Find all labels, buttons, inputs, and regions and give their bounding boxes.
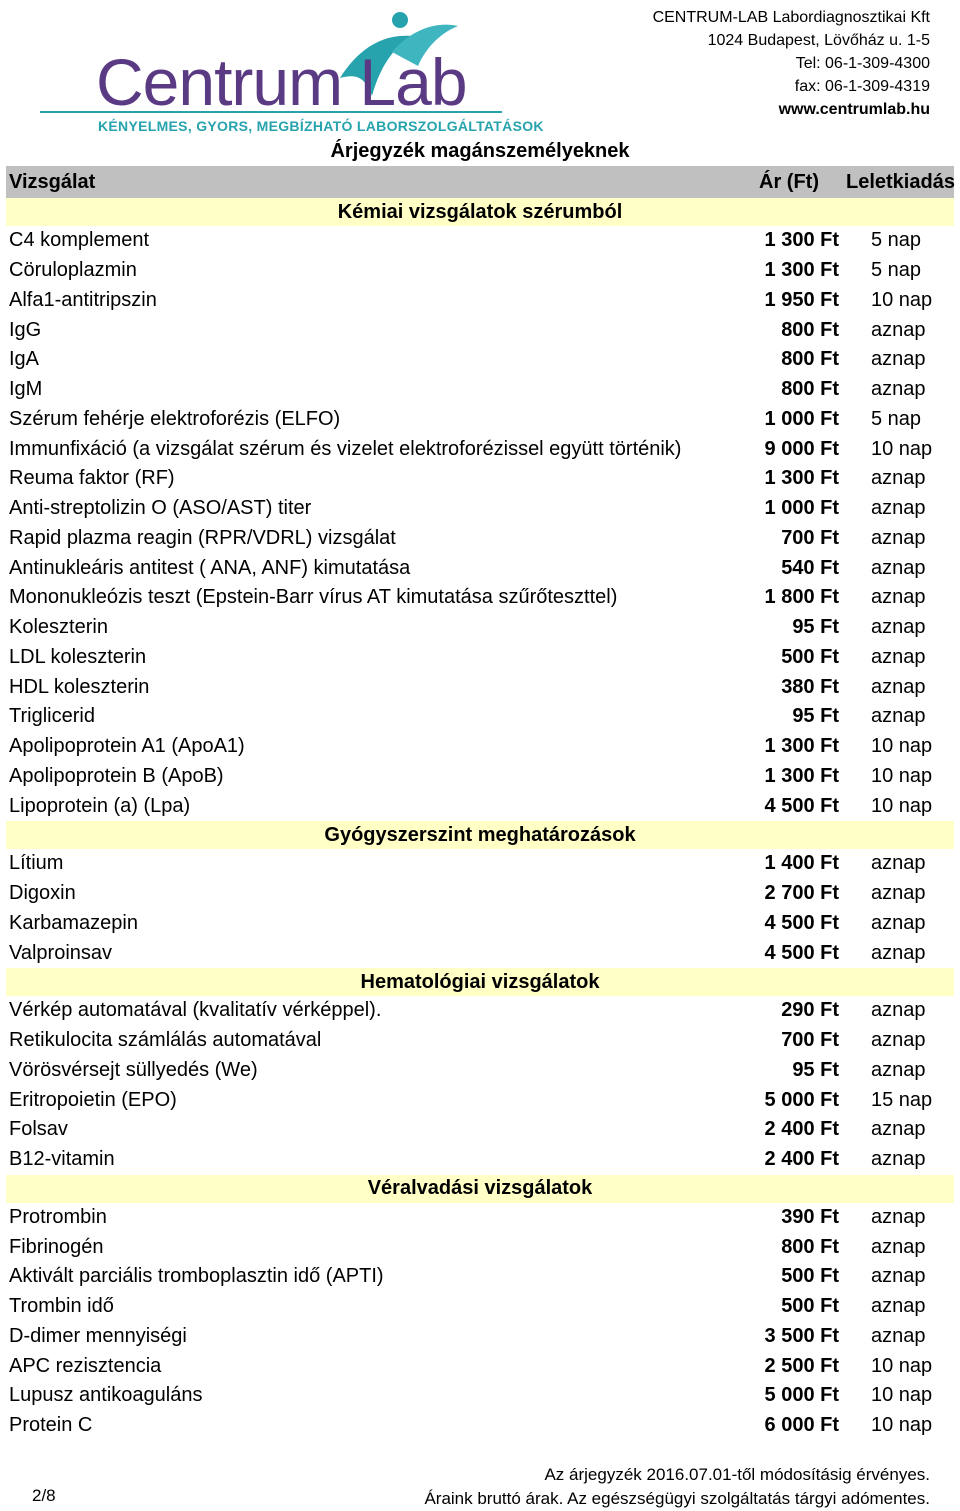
test-price: 5 000 Ft — [764, 1384, 839, 1407]
test-price: 3 500 Ft — [764, 1324, 839, 1347]
test-name: Lupusz antikoaguláns — [9, 1384, 203, 1407]
table-row — [6, 286, 954, 316]
test-name: Alfa1-antitripszin — [9, 288, 157, 311]
test-turnaround: aznap — [871, 675, 926, 698]
test-name: HDL koleszterin — [9, 675, 150, 698]
test-price: 1 400 Ft — [764, 852, 839, 875]
test-price: 2 700 Ft — [764, 882, 839, 905]
test-price: 800 Ft — [781, 1235, 839, 1258]
test-name: Aktivált parciális tromboplasztin idő (APTI) — [9, 1265, 384, 1288]
test-name: Mononukleózis teszt (Epstein-Barr vírus AT kimutatása szűrőteszttel) — [9, 586, 618, 609]
test-name: Vörösvérsejt süllyedés (We) — [9, 1058, 258, 1081]
test-name: Protrombin — [9, 1205, 107, 1228]
page-number: 2/8 — [32, 1486, 56, 1505]
test-turnaround: 10 nap — [871, 288, 933, 311]
section-header: Kémiai vizsgálatok szérumból — [6, 198, 954, 226]
test-name: D-dimer mennyiségi — [9, 1324, 187, 1347]
test-price: 5 000 Ft — [764, 1088, 839, 1111]
test-name: Lítium — [9, 852, 64, 875]
table-row — [6, 1411, 954, 1441]
test-name: IgM — [9, 378, 43, 401]
test-price: 1 800 Ft — [764, 586, 839, 609]
test-name: Immunfixáció (a vizsgálat szérum és vizelet elektroforézissel együtt történik) — [9, 437, 682, 460]
table-row — [6, 375, 954, 405]
page-title: Árjegyzék magánszemélyeknek — [330, 140, 630, 162]
test-turnaround: 10 nap — [871, 794, 933, 817]
logo-tagline: KÉNYELMES, GYORS, MEGBÍZHATÓ LABORSZOLGÁLTATÁSOK — [98, 118, 544, 134]
test-price: 4 500 Ft — [764, 911, 839, 934]
test-price: 800 Ft — [781, 378, 839, 401]
test-name: Fibrinogén — [9, 1235, 104, 1258]
table-row — [6, 524, 954, 554]
test-turnaround: aznap — [871, 556, 926, 579]
table-row — [6, 226, 954, 256]
test-price: 1 300 Ft — [764, 467, 839, 490]
table-row — [6, 1085, 954, 1115]
test-price: 4 500 Ft — [764, 794, 839, 817]
test-price: 800 Ft — [781, 348, 839, 371]
test-turnaround: aznap — [871, 497, 926, 520]
header-name: Vizsgálat — [9, 170, 96, 193]
test-turnaround: 10 nap — [871, 735, 933, 758]
test-turnaround: aznap — [871, 911, 926, 934]
company-name: CENTRUM-LAB Labordiagnosztikai Kft — [652, 9, 930, 26]
test-name: Folsav — [9, 1118, 68, 1141]
test-price: 540 Ft — [781, 556, 839, 579]
table-row — [6, 405, 954, 435]
test-price: 1 000 Ft — [764, 497, 839, 520]
test-turnaround: aznap — [871, 1235, 926, 1258]
test-turnaround: 10 nap — [871, 1354, 933, 1377]
test-name: Antinukleáris antitest ( ANA, ANF) kimutatása — [9, 556, 411, 579]
test-turnaround: aznap — [871, 1324, 926, 1347]
test-name: Trombin idő — [9, 1295, 114, 1318]
table-row — [6, 1203, 954, 1233]
table-row — [6, 553, 954, 583]
test-price: 500 Ft — [781, 645, 839, 668]
footer-notes — [424, 1463, 930, 1511]
header-turnaround: Leletkiadás — [846, 170, 955, 193]
test-name: IgG — [9, 318, 42, 341]
table-row — [6, 1262, 954, 1292]
test-name: Koleszterin — [9, 616, 108, 639]
test-turnaround: aznap — [871, 1058, 926, 1081]
table-row — [6, 996, 954, 1026]
test-name: Lipoprotein (a) (Lpa) — [9, 794, 191, 817]
table-row — [6, 613, 954, 643]
price-table — [6, 166, 954, 1441]
test-name: Rapid plazma reagin (RPR/VDRL) vizsgálat — [9, 526, 396, 549]
table-row — [6, 849, 954, 879]
test-price: 700 Ft — [781, 526, 839, 549]
test-price: 1 300 Ft — [764, 229, 839, 252]
test-name: Protein C — [9, 1414, 93, 1437]
test-name: Eritropoietin (EPO) — [9, 1088, 177, 1111]
test-turnaround: aznap — [871, 616, 926, 639]
test-turnaround: aznap — [871, 852, 926, 875]
table-row — [6, 1351, 954, 1381]
test-price: 1 300 Ft — [764, 764, 839, 787]
test-price: 390 Ft — [781, 1205, 839, 1228]
table-row — [6, 494, 954, 524]
test-turnaround: 5 nap — [871, 229, 922, 252]
table-row — [6, 1381, 954, 1411]
table-row — [6, 1026, 954, 1056]
test-turnaround: 15 nap — [871, 1088, 933, 1111]
company-info — [653, 6, 930, 121]
test-name: Szérum fehérje elektroforézis (ELFO) — [9, 407, 341, 430]
test-turnaround: aznap — [871, 526, 926, 549]
section-header: Gyógyszerszint meghatározások — [6, 821, 954, 849]
table-row — [6, 879, 954, 909]
table-row — [6, 434, 954, 464]
table-row — [6, 583, 954, 613]
table-row — [6, 732, 954, 762]
table-row — [6, 1292, 954, 1322]
table-row — [6, 256, 954, 286]
validity-note: Az árjegyzék 2016.07.01-től módosításig érvényes. — [544, 1465, 930, 1484]
test-turnaround: 5 nap — [871, 407, 922, 430]
test-price: 700 Ft — [781, 1029, 839, 1052]
test-turnaround: aznap — [871, 882, 926, 905]
test-turnaround: aznap — [871, 586, 926, 609]
company-website[interactable]: www.centrumlab.hu — [778, 101, 930, 118]
table-header — [6, 166, 954, 198]
test-turnaround: aznap — [871, 378, 926, 401]
test-name: Reuma faktor (RF) — [9, 467, 175, 490]
test-name: Apolipoprotein B (ApoB) — [9, 764, 224, 787]
test-price: 95 Ft — [792, 1058, 839, 1081]
table-row — [6, 938, 954, 968]
test-turnaround: 5 nap — [871, 259, 922, 282]
table-row — [6, 315, 954, 345]
test-turnaround: aznap — [871, 1295, 926, 1318]
test-price: 95 Ft — [792, 705, 839, 728]
test-name: LDL koleszterin — [9, 645, 147, 668]
table-row — [6, 791, 954, 821]
test-price: 380 Ft — [781, 675, 839, 698]
table-row — [6, 909, 954, 939]
test-name: Retikulocita számlálás automatával — [9, 1029, 322, 1052]
test-price: 800 Ft — [781, 318, 839, 341]
section-header: Véralvadási vizsgálatok — [6, 1175, 954, 1203]
test-turnaround: aznap — [871, 348, 926, 371]
test-price: 290 Ft — [781, 999, 839, 1022]
test-turnaround: aznap — [871, 1118, 926, 1141]
test-name: Valproinsav — [9, 941, 113, 964]
test-turnaround: aznap — [871, 318, 926, 341]
test-price: 95 Ft — [792, 616, 839, 639]
test-name: Cöruloplazmin — [9, 259, 137, 282]
logo-wordmark: Centrum Lab — [96, 45, 467, 119]
table-row — [6, 1115, 954, 1145]
test-turnaround: aznap — [871, 1205, 926, 1228]
table-row — [6, 464, 954, 494]
test-name: Vérkép automatával (kvalitatív vérképpel). — [9, 999, 382, 1022]
test-price: 2 400 Ft — [764, 1148, 839, 1171]
test-name: IgA — [9, 348, 40, 371]
section-header: Hematológiai vizsgálatok — [6, 968, 954, 996]
test-name: C4 komplement — [9, 229, 150, 252]
test-name: APC rezisztencia — [9, 1354, 162, 1377]
table-row — [6, 672, 954, 702]
table-row — [6, 1056, 954, 1086]
test-turnaround: aznap — [871, 467, 926, 490]
test-turnaround: aznap — [871, 645, 926, 668]
test-turnaround: 10 nap — [871, 764, 933, 787]
centrum-lab-logo — [40, 6, 544, 134]
test-name: Karbamazepin — [9, 911, 138, 934]
test-turnaround: aznap — [871, 705, 926, 728]
table-row — [6, 702, 954, 732]
test-name: Triglicerid — [9, 705, 95, 728]
table-row — [6, 1145, 954, 1175]
test-price: 4 500 Ft — [764, 941, 839, 964]
test-name: Anti-streptolizin O (ASO/AST) titer — [9, 497, 312, 520]
company-tel: Tel: 06-1-309-4300 — [795, 55, 930, 72]
test-name: Digoxin — [9, 882, 76, 905]
test-turnaround: 10 nap — [871, 1414, 933, 1437]
test-name: Apolipoprotein A1 (ApoA1) — [9, 735, 245, 758]
page-header — [0, 0, 960, 140]
header-price: Ár (Ft) — [759, 170, 819, 193]
test-price: 500 Ft — [781, 1265, 839, 1288]
test-turnaround: aznap — [871, 1265, 926, 1288]
test-turnaround: aznap — [871, 1148, 926, 1171]
test-turnaround: aznap — [871, 999, 926, 1022]
test-price: 1 300 Ft — [764, 735, 839, 758]
table-body — [6, 198, 954, 1441]
test-price: 6 000 Ft — [764, 1414, 839, 1437]
test-price: 2 400 Ft — [764, 1118, 839, 1141]
table-row — [6, 762, 954, 792]
company-fax: fax: 06-1-309-4319 — [794, 78, 930, 95]
test-price: 500 Ft — [781, 1295, 839, 1318]
test-price: 1 000 Ft — [764, 407, 839, 430]
table-row — [6, 345, 954, 375]
table-row — [6, 643, 954, 673]
test-turnaround: 10 nap — [871, 437, 933, 460]
table-row — [6, 1322, 954, 1352]
test-turnaround: 10 nap — [871, 1384, 933, 1407]
table-row — [6, 1232, 954, 1262]
company-address: 1024 Budapest, Lövőház u. 1-5 — [707, 32, 930, 49]
test-turnaround: aznap — [871, 941, 926, 964]
tax-note: Áraink bruttó árak. Az egészségügyi szolgáltatás tárgyi adómentes. — [424, 1489, 930, 1508]
test-turnaround: aznap — [871, 1029, 926, 1052]
test-price: 9 000 Ft — [764, 437, 839, 460]
test-price: 1 300 Ft — [764, 259, 839, 282]
test-name: B12-vitamin — [9, 1148, 115, 1171]
test-price: 1 950 Ft — [764, 288, 839, 311]
test-price: 2 500 Ft — [764, 1354, 839, 1377]
